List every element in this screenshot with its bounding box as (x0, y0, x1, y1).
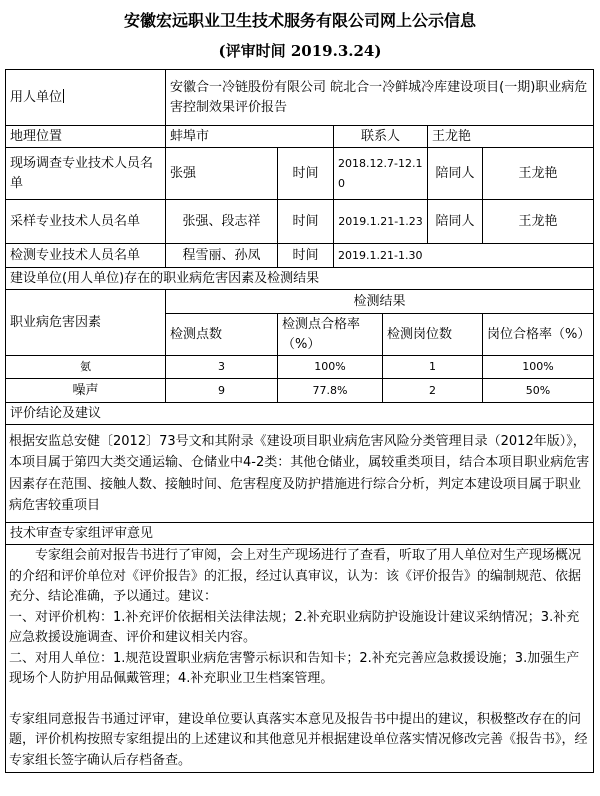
points-cell: 9 (166, 379, 278, 403)
testing-time-value: 2019.1.21-1.30 (334, 244, 594, 268)
sampling-accompany-label: 陪同人 (428, 200, 483, 244)
col-points: 检测点数 (166, 314, 278, 356)
expert-closing: 专家组同意报告书通过评审，建设单位要认真落实本意见及报告书中提出的建议，积极整改存在的问题，评价机构按照专家组提出的上述建议和其他意见并根据建设单位落实情况修改完善《报告书》，经专家组长签字确认后存档备查。 (9, 711, 588, 768)
site-survey-accompany-value: 王龙艳 (483, 148, 594, 200)
col-point-rate: 检测点合格率（%） (278, 314, 383, 356)
table-row (6, 379, 594, 403)
disclosure-table (5, 69, 594, 773)
expert-intro: 专家组会前对报告书进行了审阅，会上对生产现场进行了查看，听取了用人单位对生产现场概况的介绍和评价单位对《评价报告》的汇报，经过认真审议，认为：该《评价报告》的编制规范、依据充分、结论准确，予以通过。建议： (9, 548, 582, 604)
points-cell: 3 (166, 356, 278, 379)
table-row (6, 356, 594, 379)
sampling-accompany-value: 王龙艳 (483, 200, 594, 244)
col-posts: 检测岗位数 (383, 314, 483, 356)
factor-cell: 噪声 (6, 379, 166, 403)
post-rate-cell: 50% (483, 379, 594, 403)
expert-item-1: 一、对评价机构：1.补充评价依据相关法律法规；2.补充职业病防护设施设计建议采纳情况；3.补充应急救援设施调查、评价和建议相关内容。 (9, 609, 580, 645)
conclusion-section-title: 评价结论及建议 (6, 403, 594, 425)
sampling-row (6, 200, 594, 244)
point-rate-cell: 77.8% (278, 379, 383, 403)
contact-value: 王龙艳 (428, 126, 594, 148)
point-rate-cell: 100% (278, 356, 383, 379)
results-header: 检测结果 (166, 290, 594, 314)
posts-cell: 1 (383, 356, 483, 379)
expert-review-text (6, 545, 594, 773)
factor-cell: 氨 (6, 356, 166, 379)
location-row (6, 126, 594, 148)
employer-value: 安徽合一冷链股份有限公司 皖北合一冷鲜城冷库建设项目(一期)职业病危害控制效果评价报告 (166, 70, 594, 126)
conclusion-row (6, 425, 594, 523)
site-survey-accompany-label: 陪同人 (428, 148, 483, 200)
testing-row (6, 244, 594, 268)
expert-row (6, 545, 594, 773)
sampling-label: 采样专业技术人员名单 (6, 200, 166, 244)
testing-time-label: 时间 (278, 244, 334, 268)
sampling-time-label: 时间 (278, 200, 334, 244)
site-survey-row (6, 148, 594, 200)
hazards-title-row (6, 268, 594, 290)
col-post-rate: 岗位合格率（%） (483, 314, 594, 356)
site-survey-label: 现场调查专业技术人员名单 (6, 148, 166, 200)
expert-item-2: 二、对用人单位：1.规范设置职业病危害警示标识和告知卡；2.补充完善应急救援设施；3.加强生产现场个人防护用品佩戴管理；4.补充职业卫生档案管理。 (9, 650, 580, 686)
factor-header: 职业病危害因素 (6, 290, 166, 356)
employer-row (6, 70, 594, 126)
post-rate-cell: 100% (483, 356, 594, 379)
site-survey-time-value: 2018.12.7-12.10 (334, 148, 428, 200)
site-survey-time-label: 时间 (278, 148, 334, 200)
hazards-header-row (6, 290, 594, 314)
testing-label: 检测专业技术人员名单 (6, 244, 166, 268)
employer-label: 用人单位 (6, 70, 166, 126)
conclusion-text: 根据安监总安健〔2012〕73号文和其附录《建设项目职业病危害风险分类管理目录（2012年版）》，本项目属于第四大类交通运输、仓储业中4-2类：其他仓储业，属较重类项目，结合本项目职业病危害因素存在范围、接触人数、接触时间、危害程度及防护措施进行综合分析，判定本建设项目属于职业病危害较重项目 (6, 425, 594, 523)
document-title: 安徽宏远职业卫生技术服务有限公司网上公示信息 (123, 11, 476, 30)
contact-label: 联系人 (334, 126, 428, 148)
expert-section-title: 技术审查专家组评审意见 (6, 523, 594, 545)
expert-title-row (6, 523, 594, 545)
review-time: (评审时间 2019.3.24) (218, 42, 382, 60)
conclusion-title-row (6, 403, 594, 425)
location-value: 蚌埠市 (166, 126, 334, 148)
location-label: 地理位置 (6, 126, 166, 148)
posts-cell: 2 (383, 379, 483, 403)
hazards-section-title: 建设单位(用人单位)存在的职业病危害因素及检测结果 (6, 268, 594, 290)
text-cursor (63, 89, 64, 103)
sampling-time-value: 2019.1.21-1.23 (334, 200, 428, 244)
testing-value: 程雪丽、孙凤 (166, 244, 278, 268)
site-survey-value: 张强 (166, 148, 278, 200)
sampling-value: 张强、段志祥 (166, 200, 278, 244)
